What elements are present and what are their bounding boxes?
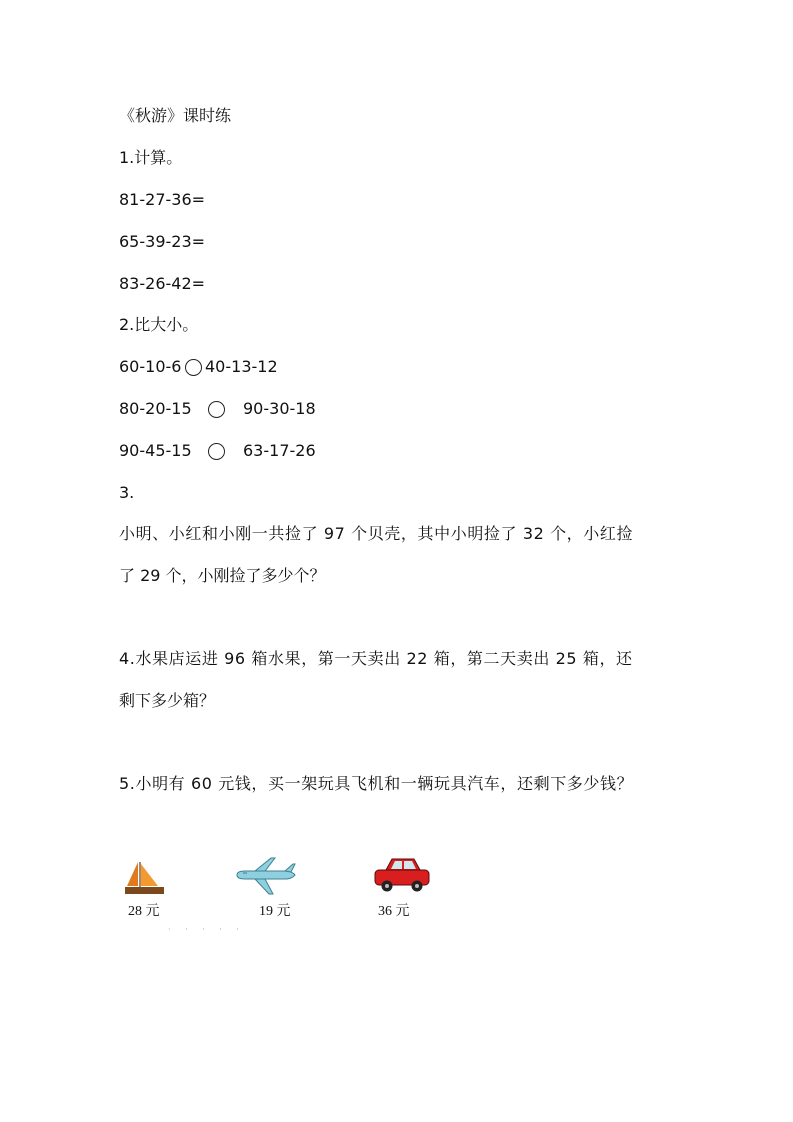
q3-number: 3.	[119, 483, 135, 502]
q5-text: 5.小明有 60 元钱，买一架玩具飞机和一辆玩具汽车，还剩下多少钱？	[119, 774, 634, 793]
q3-text-line: 了 29 个，小刚捡了多少个？	[119, 566, 326, 585]
toy-price: 36 元	[378, 904, 410, 919]
q2-row-right: 63-17-26	[243, 441, 316, 460]
q1-item: 81-27-36=	[119, 190, 206, 209]
q4-text-line: 剩下多少箱？	[119, 691, 216, 710]
q4-text-line: 4.水果店运进 96 箱水果，第一天卖出 22 箱，第二天卖出 25 箱，还	[119, 649, 633, 668]
airplane-icon	[233, 856, 299, 896]
q2-row-right: 90-30-18	[243, 399, 316, 418]
compare-circle	[208, 443, 225, 460]
toy-price: 28 元	[128, 904, 160, 919]
q2-row-left: 90-45-15	[119, 441, 192, 460]
page-title: 《秋游》课时练	[119, 106, 232, 125]
car-icon	[372, 856, 432, 894]
sailboat-icon	[122, 860, 166, 896]
q1-heading: 1.计算。	[119, 148, 183, 167]
compare-circle	[208, 401, 225, 418]
q1-item: 83-26-42=	[119, 274, 206, 293]
compare-circle	[185, 359, 202, 376]
q2-row-right: 40-13-12	[205, 357, 278, 376]
q3-text-line: 小明、小红和小刚一共捡了 97 个贝壳，其中小明捡了 32 个，小红捡	[119, 524, 634, 543]
q2-row-left: 60-10-6	[119, 357, 182, 376]
scan-dots: · · · · ·	[168, 925, 245, 934]
q1-item: 65-39-23=	[119, 232, 206, 251]
q2-heading: 2.比大小。	[119, 315, 199, 334]
q2-row-left: 80-20-15	[119, 399, 192, 418]
toy-price: 19 元	[259, 904, 291, 919]
